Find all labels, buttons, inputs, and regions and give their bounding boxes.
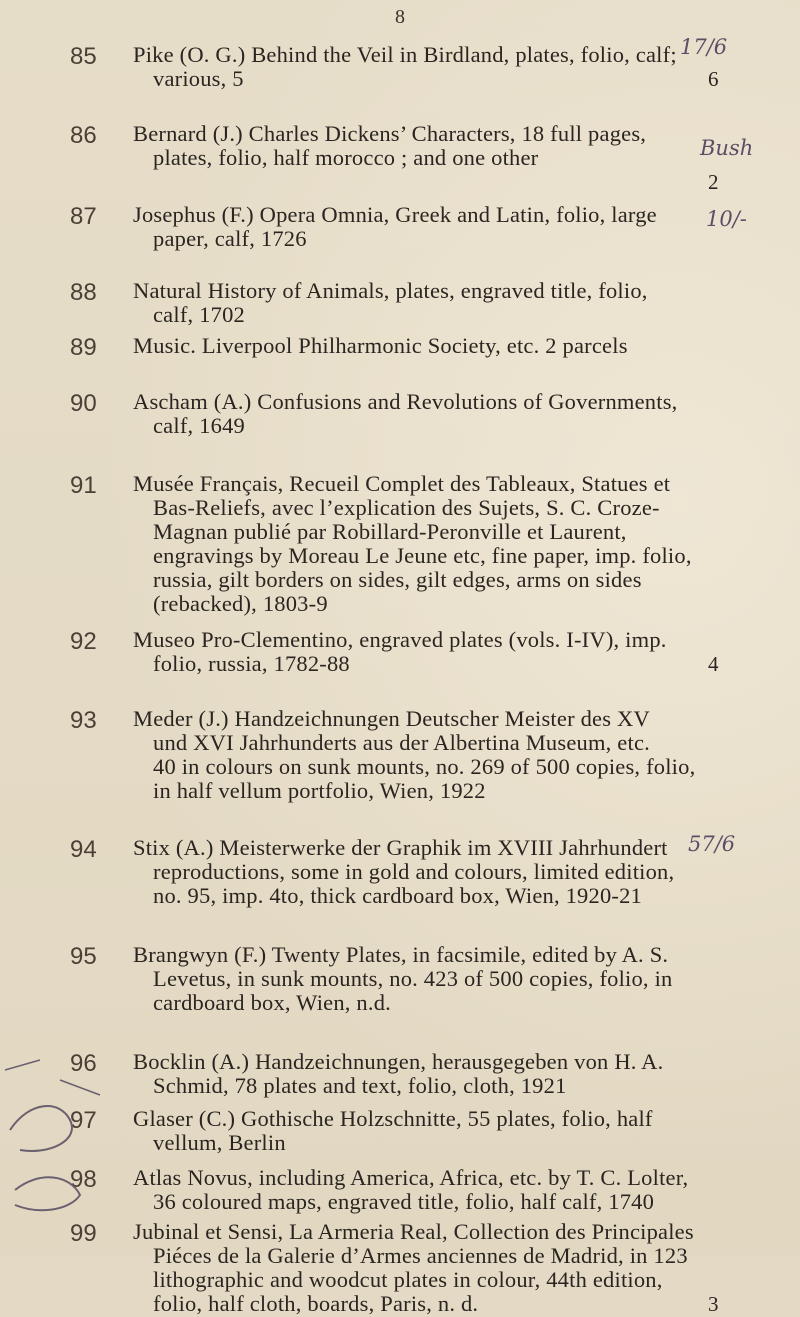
lot-description [133,1050,733,1098]
lot-description [133,1107,733,1155]
description-line: Josephus (F.) Opera Omnia, Greek and Latin, folio, large [133,202,657,227]
lot-description [133,472,733,616]
description-line: Meder (J.) Handzeichnungen Deutscher Meister des XV [133,706,650,731]
lot-number: 85 [70,43,97,70]
lot-description [133,122,733,170]
description-line: Museo Pro-Clementino, engraved plates (vols. I-IV), imp. [133,627,667,652]
description-line: calf, 1649 [153,413,245,438]
description-line: vellum, Berlin [153,1130,286,1155]
lot-description [133,1166,733,1214]
description-line: various, 5 [153,66,244,91]
lot-description [133,1220,733,1316]
description-line: cardboard box, Wien, n.d. [153,990,391,1015]
description-line: Piéces de la Galerie d’Armes anciennes de Madrid, in 123 [153,1243,688,1268]
lot-number: 99 [70,1220,97,1247]
description-line: folio, russia, 1782-88 [153,651,350,676]
handwritten-price-note: 57/6 [688,832,736,856]
lot-number: 95 [70,943,97,970]
lot-number: 92 [70,628,97,655]
description-line: Natural History of Animals, plates, engraved title, folio, [133,278,648,303]
lot-number: 87 [70,203,97,230]
lot-number: 88 [70,279,97,306]
description-line: Glaser (C.) Gothische Holzschnitte, 55 plates, folio, half [133,1106,653,1131]
description-line: Music. Liverpool Philharmonic Society, etc. 2 parcels [133,333,628,358]
lot-description [133,943,733,1015]
lot-number: 93 [70,707,97,734]
description-line: paper, calf, 1726 [153,226,307,251]
description-line: reproductions, some in gold and colours, limited edition, [153,859,675,884]
lot-description [133,334,733,358]
description-line: engravings by Moreau Le Jeune etc, fine paper, imp. folio, [153,543,692,568]
description-line: in half vellum portfolio, Wien, 1922 [153,778,486,803]
description-line: 36 coloured maps, engraved title, folio, half calf, 1740 [153,1189,655,1214]
lot-description [133,390,733,438]
lot-number: 94 [70,836,97,863]
lot-number: 96 [70,1050,97,1077]
description-line: Bocklin (A.) Handzeichnungen, herausgegeben von H. A. [133,1049,664,1074]
handwritten-price-note: 17/6 [680,35,728,59]
description-line: Brangwyn (F.) Twenty Plates, in facsimile, edited by A. S. [133,942,669,967]
lot-number: 91 [70,472,97,499]
handwritten-price-note: 10/- [706,207,747,231]
lot-quantity: 3 [708,1292,719,1316]
description-line: Stix (A.) Meisterwerke der Graphik im XVIII Jahrhundert [133,835,668,860]
description-line: 40 in colours on sunk mounts, no. 269 of 500 copies, folio, [153,754,696,779]
lot-number: 86 [70,122,97,149]
description-line: no. 95, imp. 4to, thick cardboard box, Wien, 1920-21 [153,883,642,908]
lot-quantity: 6 [708,67,719,91]
description-line: Atlas Novus, including America, Africa, etc. by T. C. Lolter, [133,1165,689,1190]
description-line: (rebacked), 1803-9 [153,591,328,616]
description-line: folio, half cloth, boards, Paris, n. d. [153,1291,479,1316]
description-line: Musée Français, Recueil Complet des Tableaux, Statues et [133,471,671,496]
lot-quantity: 2 [708,170,719,194]
page-number: 8 [395,6,405,28]
description-line: Bas-Reliefs, avec l’explication des Sujets, S. C. Croze- [153,495,660,520]
description-line: Schmid, 78 plates and text, folio, cloth, 1921 [153,1073,567,1098]
description-line: Pike (O. G.) Behind the Veil in Birdland, plates, folio, calf; [133,42,677,67]
lot-description [133,836,733,908]
description-line: lithographic and woodcut plates in colour, 44th edition, [153,1267,663,1292]
description-line: Jubinal et Sensi, La Armeria Real, Collection des Principales [133,1219,694,1244]
lot-description [133,203,733,251]
lot-description [133,707,733,803]
lot-number: 89 [70,334,97,361]
description-line: Ascham (A.) Confusions and Revolutions of Governments, [133,389,678,414]
description-line: calf, 1702 [153,302,245,327]
lot-number: 98 [70,1166,97,1193]
pencil-scribble-icon [0,1060,120,1255]
description-line: plates, folio, half morocco ; and one other [153,145,539,170]
lot-quantity: 4 [708,652,719,676]
description-line: Bernard (J.) Charles Dickens’ Characters, 18 full pages, [133,121,647,146]
description-line: Levetus, in sunk mounts, no. 423 of 500 copies, folio, in [153,966,673,991]
lot-description [133,628,733,676]
lot-description [133,43,733,91]
lot-description [133,279,733,327]
description-line: russia, gilt borders on sides, gilt edges, arms on sides [153,567,642,592]
description-line: Magnan publié par Robillard-Peronville et Laurent, [153,519,627,544]
handwritten-price-note: Bush [700,136,754,160]
lot-number: 97 [70,1107,97,1134]
description-line: und XVI Jahrhunderts aus der Albertina Museum, etc. [153,730,650,755]
lot-number: 90 [70,390,97,417]
